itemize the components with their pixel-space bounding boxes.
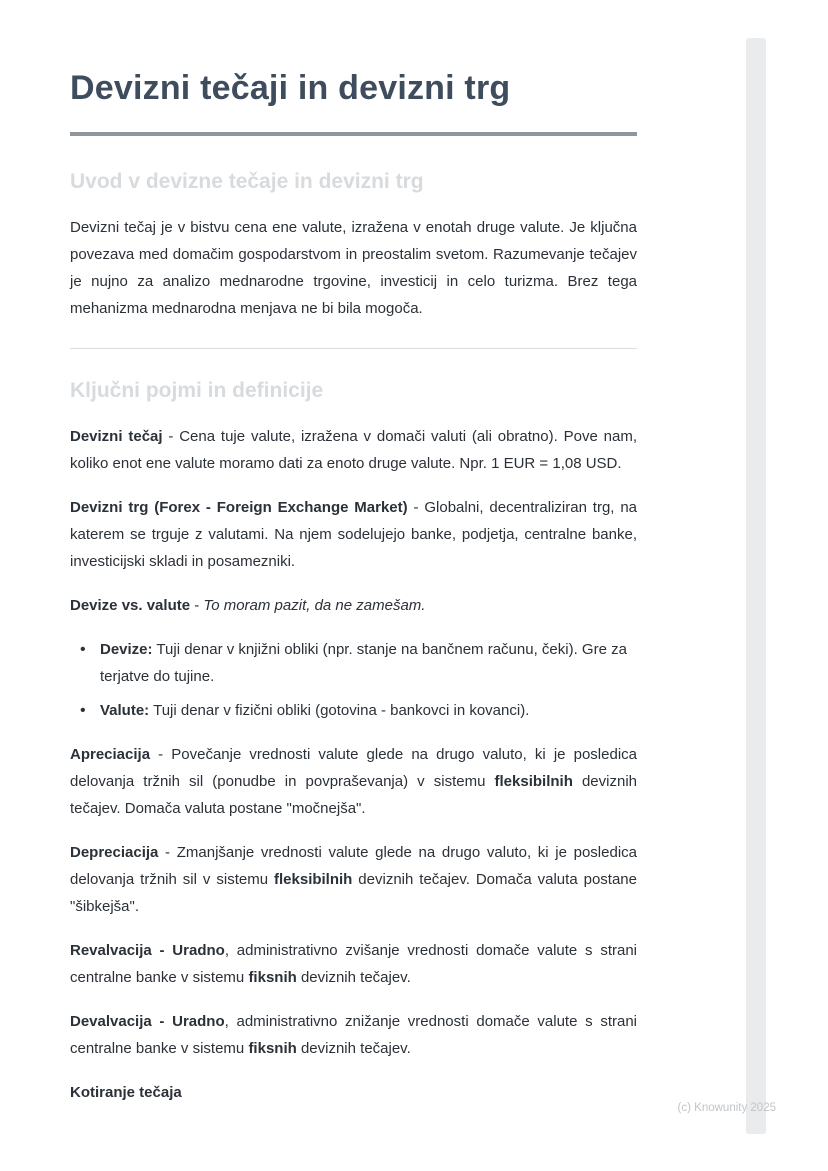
watermark-copyright: (c) Knowunity 2025 [677, 1102, 776, 1114]
intro-paragraph: Devizni tečaj je v bistvu cena ene valute, izražena v enotah druge valute. Je ključna povezava med domačim gospodarstvom in preostalim svetom. Razumevanje tečajev je nujno za analizo mednarodne trgovine, investicij in celo turizma. Brez tega mehanizma mednarodna menjava ne bi bila mogoča. [70, 219, 637, 317]
list-item-valute: • Valute: Tuji denar v fizični obliki (gotovina - bankovci in kovanci). [78, 697, 637, 724]
definition-revalvacija: Revalvacija - Uradno, administrativno zvišanje vrednosti domače valute s strani centralne banke v sistemu fiksnih deviznih tečajev. [70, 942, 638, 986]
definition-devizni-trg: Devizni trg (Forex - Foreign Exchange Market) - Globalni, decentraliziran trg, na katerem se trguje z valutami. Na njem sodelujejo banke, podjetja, centralne banke, investicijski skladi in posamezniki. [70, 499, 638, 570]
definition-depreciacija: Depreciacija - Zmanjšanje vrednosti valute glede na drugo valuto, ki je posledica delovanja tržnih sil v sistemu fleksibilnih deviznih tečajev. Domača valuta postane "šibkejša". [70, 844, 637, 915]
section-divider [70, 348, 637, 349]
definition-list [78, 636, 637, 724]
definition-devalvacija: Devalvacija - Uradno, administrativno znižanje vrednosti domače valute s strani centralne banke v sistemu fiksnih deviznih tečajev. [70, 1013, 638, 1057]
page-title: Devizni tečaji in devizni trg [70, 69, 511, 107]
list-item-devize: • Devize: Tuji denar v knjižni obliki (npr. stanje na bančnem računu, čeki). Gre za terjatve do tujine. [78, 636, 637, 690]
section-heading-definitions: Ključni pojmi in definicije [70, 379, 324, 402]
scrollbar[interactable] [746, 38, 766, 1134]
definition-devize-vs-valute: Devize vs. valute - To moram pazit, da ne zamešam. [70, 597, 426, 614]
definition-devizni-tecaj: Devizni tečaj - Cena tuje valute, izražena v domači valuti (ali obratno). Pove nam, koliko enot ene valute moramo dati za enoto druge valute. Npr. 1 EUR = 1,08 USD. [70, 428, 637, 472]
title-rule [70, 132, 637, 136]
subheading-kotiranje-tecaja: Kotiranje tečaja [70, 1084, 182, 1101]
section-heading-intro: Uvod v devizne tečaje in devizni trg [70, 170, 424, 193]
definition-apreciacija: Apreciacija - Povečanje vrednosti valute glede na drugo valuto, ki je posledica delovanja tržnih sil (ponudbe in povpraševanja) v sistemu fleksibilnih deviznih tečajev. Domača valuta postane "močnejša". [70, 746, 637, 817]
document-page [70, 68, 637, 1106]
